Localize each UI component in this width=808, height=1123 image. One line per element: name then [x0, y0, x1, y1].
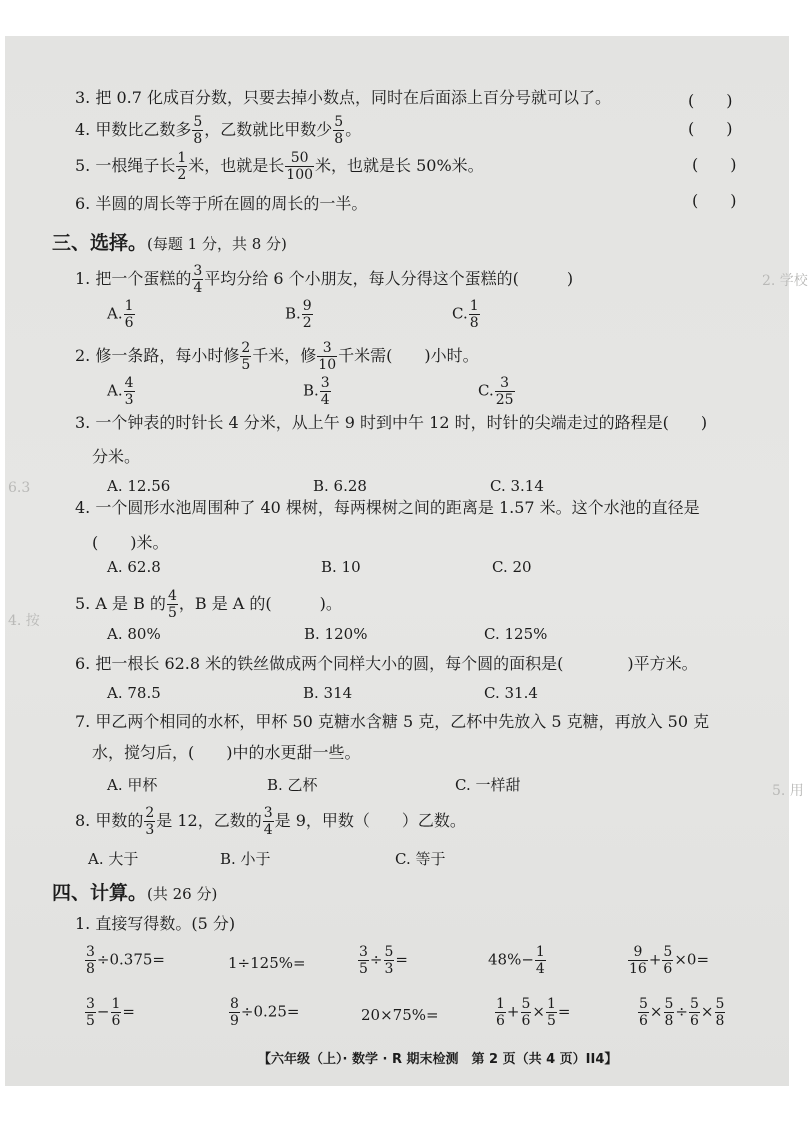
fraction: $\frac{5}{8}$ — [334, 114, 344, 147]
option-c[interactable]: C. 3.14 — [490, 477, 544, 495]
fraction: $\frac{2}{3}$ — [145, 805, 155, 838]
option-b[interactable]: B. 6.28 — [313, 477, 367, 495]
option-a[interactable]: A. 62.8 — [107, 558, 161, 576]
fraction: $\frac{1}{2}$ — [177, 150, 187, 183]
option-a[interactable]: A. 80% — [107, 625, 161, 643]
choice-q4: 4. 一个圆形水池周围种了 40 棵树，每两棵树之间的距离是 1.57 米。这个水池的直径是 — [75, 498, 700, 517]
page-footer: 【六年级（上）· 数学 · R 期末检测 第 2 页（共 4 页）II4】 — [258, 1052, 618, 1067]
option-c[interactable]: C. 等于 — [395, 850, 446, 868]
fraction: $\frac{4}{5}$ — [167, 588, 177, 621]
calc-item: 20×75%= — [361, 1006, 439, 1024]
calc-item: $\frac{8}{9}$ ÷0.25= — [230, 996, 300, 1029]
choice-q2: 2. 修一条路，每小时修 $\frac{2}{5}$ 千米，修 $\frac{3}{10}$ 千米需( )小时。 — [75, 340, 479, 373]
bleed-through-text: 5. 用 — [772, 783, 804, 799]
bleed-through-text: 4. 按 — [8, 613, 40, 629]
option-a[interactable]: A. 12.56 — [107, 477, 171, 495]
calc-item: $\frac{1}{6}$ + $\frac{5}{6}$ × $\frac{1}{5}$ = — [496, 996, 571, 1029]
option-b[interactable]: B. $\frac{3}{4}$ — [303, 375, 330, 408]
section-heading: 三、选择。(每题 1 分，共 8 分) — [52, 232, 287, 254]
option-c[interactable]: C. 125% — [484, 625, 548, 643]
option-a[interactable]: A. 大于 — [88, 850, 139, 868]
answer-paren[interactable]: ( ) — [688, 91, 733, 110]
option-b[interactable]: B. 小于 — [220, 850, 271, 868]
option-b[interactable]: B. 120% — [304, 625, 368, 643]
choice-q1: 1. 把一个蛋糕的 $\frac{3}{4}$ 平均分给 6 个小朋友，每人分得这个蛋糕的( ) — [75, 263, 574, 296]
fraction: $\frac{50}{100}$ — [286, 150, 314, 183]
judgement-q3: 3. 把 0.7 化成百分数，只要去掉小数点，同时在后面添上百分号就可以了。 — [75, 88, 611, 107]
calc-item: $\frac{3}{5}$ ÷ $\frac{5}{3}$ = — [359, 944, 408, 977]
option-a[interactable]: A. 78.5 — [107, 684, 161, 702]
option-b[interactable]: B. 314 — [303, 684, 353, 702]
calc-item: $\frac{3}{5}$ − $\frac{1}{6}$ = — [86, 996, 135, 1029]
answer-paren[interactable]: ( ) — [692, 191, 737, 210]
choice-q6: 6. 把一根长 62.8 米的铁丝做成两个同样大小的圆，每个圆的面积是( )平方米。 — [75, 654, 698, 673]
section-heading: 四、计算。(共 26 分) — [52, 882, 218, 904]
choice-q7-cont: 水，搅匀后，( )中的水更甜一些。 — [92, 743, 361, 762]
judgement-q6: 6. 半圆的周长等于所在圆的周长的一半。 — [75, 194, 368, 213]
option-c[interactable]: C. 31.4 — [484, 684, 538, 702]
option-b[interactable]: B. 乙杯 — [267, 776, 318, 794]
bleed-through-text: 6.3 — [8, 480, 31, 496]
calc-item: 1÷125%= — [228, 954, 306, 972]
calc-item: $\frac{9}{16}$ + $\frac{5}{6}$ ×0= — [629, 944, 710, 977]
option-c[interactable]: C. $\frac{3}{25}$ — [478, 375, 514, 408]
option-a[interactable]: A. 甲杯 — [107, 776, 158, 794]
choice-q5: 5. A 是 B 的 $\frac{4}{5}$ ，B 是 A 的( )。 — [75, 588, 342, 621]
calc-sub1: 1. 直接写得数。(5 分) — [75, 914, 236, 933]
option-c[interactable]: C. $\frac{1}{8}$ — [452, 298, 479, 331]
answer-paren[interactable]: ( ) — [688, 119, 733, 138]
choice-q3-cont: 分米。 — [92, 447, 141, 466]
fraction: $\frac{5}{8}$ — [193, 114, 203, 147]
judgement-q4: 4. 甲数比乙数多 $\frac{5}{8}$ ，乙数就比甲数少 $\frac{5}{8}$ 。 — [75, 114, 362, 147]
option-c[interactable]: C. 20 — [492, 558, 532, 576]
calc-item: $\frac{5}{6}$ × $\frac{5}{8}$ ÷ $\frac{5}{6}$ × $\frac{5}{8}$ — [639, 996, 725, 1029]
choice-q3: 3. 一个钟表的时针长 4 分米，从上午 9 时到中午 12 时，时针的尖端走过的路程是( ) — [75, 413, 708, 432]
answer-paren[interactable]: ( ) — [692, 155, 737, 174]
bleed-through-text: 2. 学校 — [762, 273, 808, 289]
option-b[interactable]: B. $\frac{9}{2}$ — [285, 298, 312, 331]
calc-item: 48%− $\frac{1}{4}$ — [488, 944, 545, 977]
calc-item: $\frac{3}{8}$ ÷0.375= — [86, 944, 166, 977]
option-a[interactable]: A. $\frac{1}{6}$ — [107, 298, 134, 331]
fraction: $\frac{3}{10}$ — [318, 340, 337, 373]
choice-q8: 8. 甲数的 $\frac{2}{3}$ 是 12，乙数的 $\frac{3}{4}$ 是 9，甲数（ ）乙数。 — [75, 805, 466, 838]
fraction: $\frac{2}{5}$ — [241, 340, 251, 373]
fraction: $\frac{3}{4}$ — [193, 263, 203, 296]
choice-q4-cont: ( )米。 — [92, 533, 169, 552]
judgement-q5: 5. 一根绳子长 $\frac{1}{2}$ 米，也就是长 $\frac{50}{100}$ 米，也就是长 50%米。 — [75, 150, 484, 183]
choice-q7: 7. 甲乙两个相同的水杯，甲杯 50 克糖水含糖 5 克，乙杯中先放入 5 克糖，再放入 50 克 — [75, 712, 710, 731]
fraction: $\frac{3}{4}$ — [263, 805, 273, 838]
option-b[interactable]: B. 10 — [321, 558, 361, 576]
option-c[interactable]: C. 一样甜 — [455, 776, 521, 794]
option-a[interactable]: A. $\frac{4}{3}$ — [107, 375, 134, 408]
